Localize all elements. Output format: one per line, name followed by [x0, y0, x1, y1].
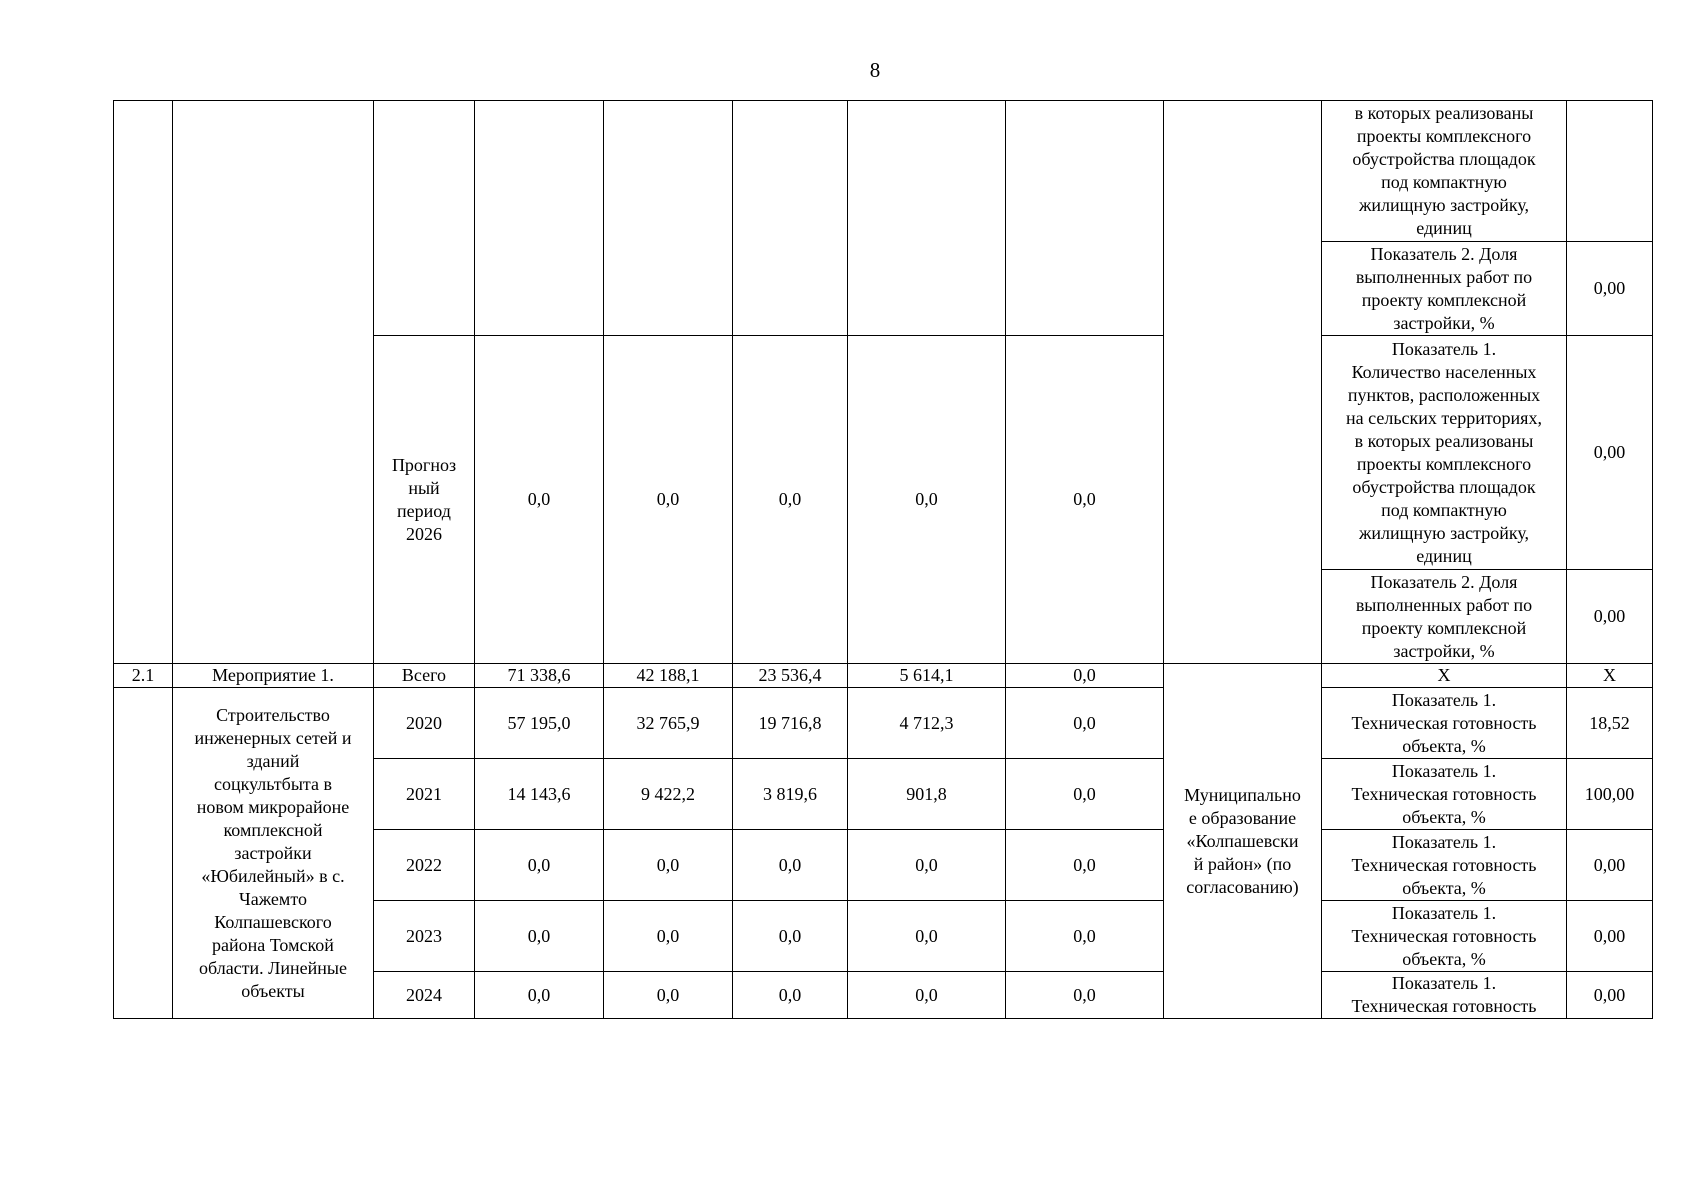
table-row — [114, 664, 1653, 688]
indicator-cell: Показатель 1. Техническая готовность объекта, % — [1322, 759, 1567, 830]
indicator-value: 0,00 — [1567, 336, 1653, 570]
value-cell: 0,0 — [604, 901, 733, 972]
page-number: 8 — [869, 58, 881, 82]
value-cell: 0,0 — [1006, 336, 1164, 664]
indicator-cell: Показатель 1. Техническая готовность объекта, % — [1322, 688, 1567, 759]
event-number: 2.1 — [114, 664, 173, 688]
value-cell: 23 536,4 — [733, 664, 848, 688]
cell-value-empty — [604, 101, 733, 336]
program-table — [113, 100, 1653, 1019]
value-cell: 0,0 — [848, 972, 1006, 1019]
table-row — [114, 101, 1653, 242]
value-cell: 0,0 — [475, 901, 604, 972]
cell-value-empty — [475, 101, 604, 336]
indicator-1-continued: в которых реализованы проекты комплексного обустройства площадок под компактную жилищную застройку, единиц — [1322, 101, 1567, 242]
indicator-value: 0,00 — [1567, 972, 1653, 1019]
value-cell: 57 195,0 — [475, 688, 604, 759]
value-cell: 0,0 — [1006, 688, 1164, 759]
value-cell: 0,0 — [1006, 759, 1164, 830]
year-label: 2022 — [374, 830, 475, 901]
year-label: 2023 — [374, 901, 475, 972]
value-cell: 3 819,6 — [733, 759, 848, 830]
value-cell: 71 338,6 — [475, 664, 604, 688]
value-cell: 0,0 — [1006, 830, 1164, 901]
table-row — [114, 688, 1653, 759]
indicator-cell: Показатель 1. Техническая готовность объекта, % — [1322, 830, 1567, 901]
value-cell: 0,0 — [475, 830, 604, 901]
value-cell: 19 716,8 — [733, 688, 848, 759]
indicator-cell: Показатель 1. Техническая готовность — [1322, 972, 1567, 1019]
year-label: 2020 — [374, 688, 475, 759]
value-cell: 0,0 — [848, 901, 1006, 972]
period-label: Всего — [374, 664, 475, 688]
cell-period-empty — [374, 101, 475, 336]
value-cell: 0,0 — [604, 336, 733, 664]
indicator-value: X — [1567, 664, 1653, 688]
value-cell: 9 422,2 — [604, 759, 733, 830]
cell-value-empty — [1006, 101, 1164, 336]
indicator-2: Показатель 2. Доля выполненных работ по проекту комплексной застройки, % — [1322, 242, 1567, 336]
indicator-value: 0,00 — [1567, 901, 1653, 972]
value-cell: 0,0 — [475, 336, 604, 664]
cell-executor-empty — [1164, 101, 1322, 664]
value-cell: 0,0 — [604, 972, 733, 1019]
value-cell: 0,0 — [1006, 664, 1164, 688]
value-cell: 0,0 — [1006, 972, 1164, 1019]
indicator-value-empty — [1567, 101, 1653, 242]
indicator-value: 0,00 — [1567, 830, 1653, 901]
year-label: 2021 — [374, 759, 475, 830]
indicator-value: 18,52 — [1567, 688, 1653, 759]
forecast-period-label: Прогноз ный период 2026 — [374, 336, 475, 664]
indicator-value: 100,00 — [1567, 759, 1653, 830]
value-cell: 14 143,6 — [475, 759, 604, 830]
event-title: Мероприятие 1. — [173, 664, 374, 688]
cell-event-empty — [173, 101, 374, 664]
value-cell: 0,0 — [733, 336, 848, 664]
indicator-cell: X — [1322, 664, 1567, 688]
cell-value-empty — [733, 101, 848, 336]
indicator-value: 0,00 — [1567, 570, 1653, 664]
value-cell: 0,0 — [848, 830, 1006, 901]
event-executor: Муниципально е образование «Колпашевски й район» (по согласованию) — [1164, 664, 1322, 1019]
cell-value-empty — [848, 101, 1006, 336]
value-cell: 4 712,3 — [848, 688, 1006, 759]
year-label: 2024 — [374, 972, 475, 1019]
value-cell: 0,0 — [475, 972, 604, 1019]
value-cell: 901,8 — [848, 759, 1006, 830]
value-cell: 42 188,1 — [604, 664, 733, 688]
indicator-2: Показатель 2. Доля выполненных работ по проекту комплексной застройки, % — [1322, 570, 1567, 664]
indicator-value: 0,00 — [1567, 242, 1653, 336]
value-cell: 0,0 — [604, 830, 733, 901]
value-cell: 5 614,1 — [848, 664, 1006, 688]
event-description: Строительство инженерных сетей и зданий соцкультбыта в новом микрорайоне комплексной застройки «Юбилейный» в с. Чажемто Колпашевского района Томской области. Линейные объекты — [173, 688, 374, 1019]
value-cell: 0,0 — [733, 901, 848, 972]
indicator-cell: Показатель 1. Техническая готовность объекта, % — [1322, 901, 1567, 972]
cell-number-empty — [114, 688, 173, 1019]
value-cell: 0,0 — [1006, 901, 1164, 972]
value-cell: 0,0 — [733, 830, 848, 901]
value-cell: 32 765,9 — [604, 688, 733, 759]
value-cell: 0,0 — [733, 972, 848, 1019]
indicator-1: Показатель 1. Количество населенных пунктов, расположенных на сельских территориях, в которых реализованы проекты комплексного обустройства площадок под компактную жилищную застройку, единиц — [1322, 336, 1567, 570]
cell-number-empty — [114, 101, 173, 664]
value-cell: 0,0 — [848, 336, 1006, 664]
